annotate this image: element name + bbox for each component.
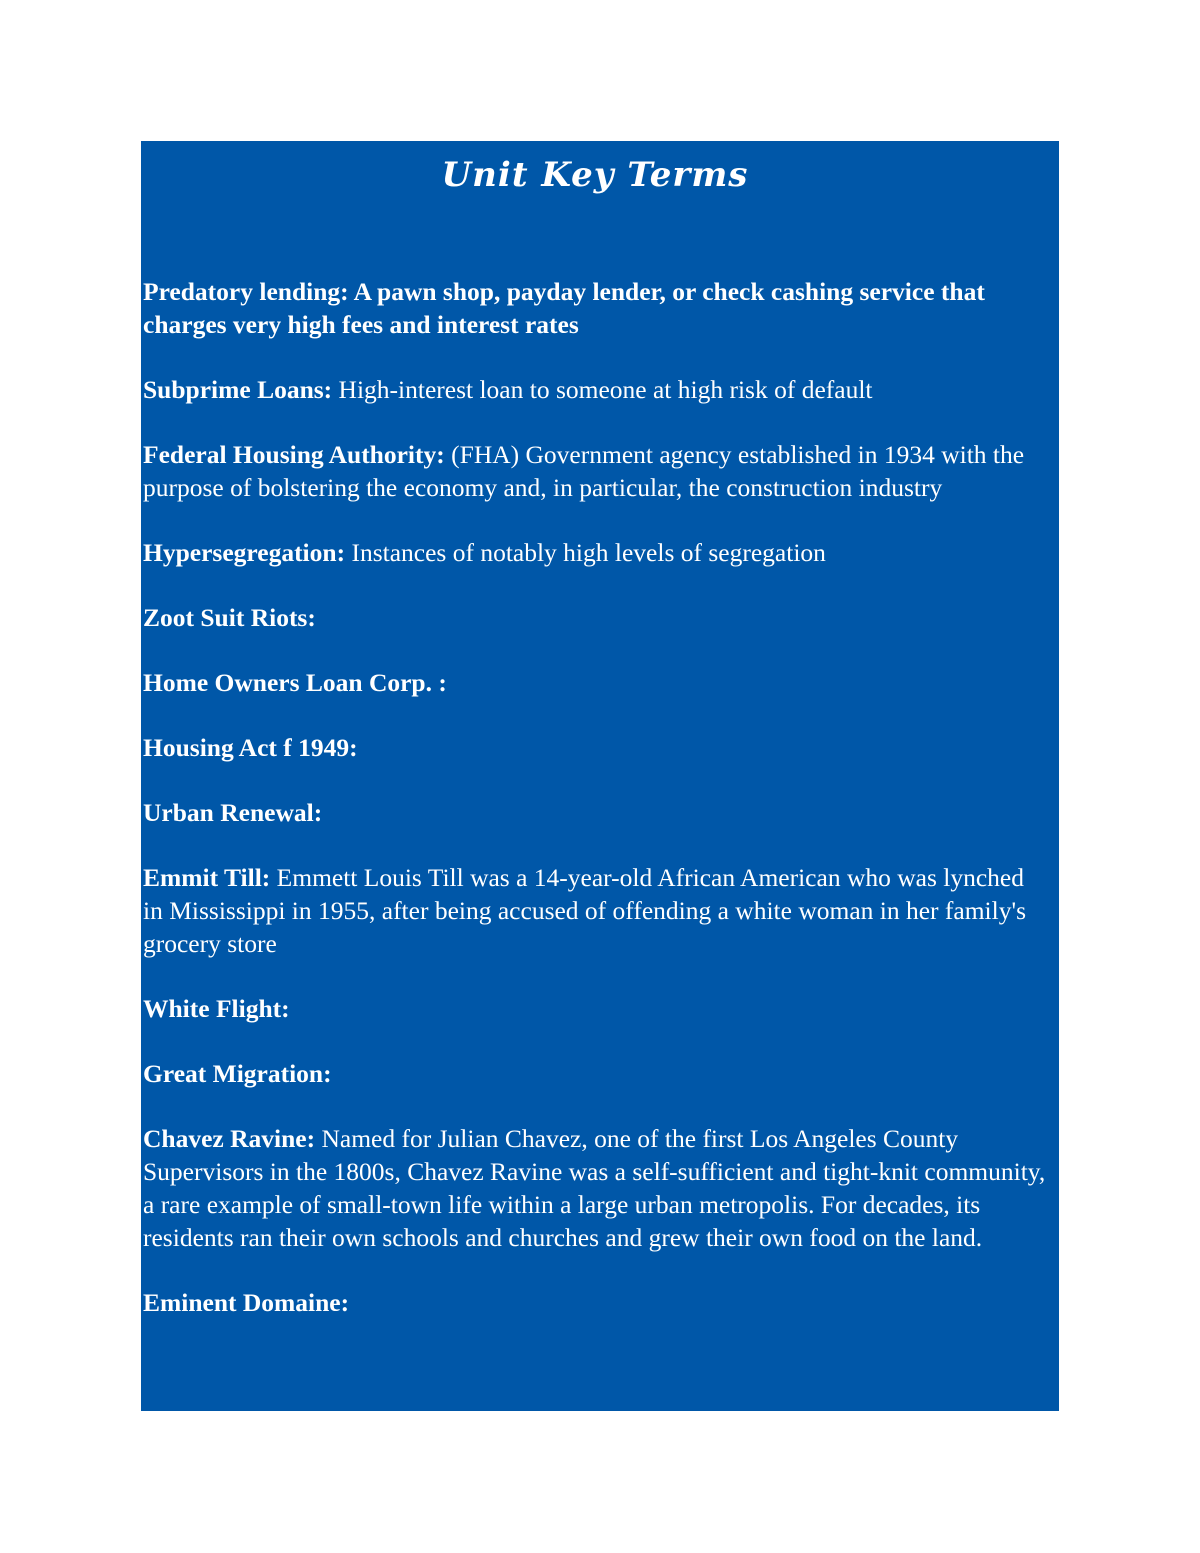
page-title: Unit Key Terms <box>441 155 749 195</box>
term-definition: A pawn shop, payday lender, or check cashing service that charges very high fees and interest rates <box>143 277 985 339</box>
term-name: Emmit Till: <box>143 863 271 892</box>
term-name: Eminent Domaine: <box>143 1288 350 1317</box>
term-entry <box>143 1286 1047 1319</box>
term-name: Home Owners Loan Corp. : <box>143 668 447 697</box>
terms-list <box>143 275 1047 1351</box>
term-name: Chavez Ravine: <box>143 1124 316 1153</box>
term-entry <box>143 536 1047 569</box>
term-definition: (FHA) Government agency established in 1934 with the purpose of bolstering the economy and, in particular, the construction industry <box>143 440 1025 502</box>
term-entry <box>143 992 1047 1025</box>
term-entry <box>143 1057 1047 1090</box>
term-name: Housing Act f 1949: <box>143 733 358 762</box>
term-definition: High-interest loan to someone at high risk of default <box>332 375 873 404</box>
term-entry <box>143 796 1047 829</box>
term-entry <box>143 1122 1047 1254</box>
term-entry <box>143 601 1047 634</box>
term-name: Hypersegregation: <box>143 538 346 567</box>
term-entry <box>143 373 1047 406</box>
term-definition: Named for Julian Chavez, one of the first Los Angeles County Supervisors in the 1800s, Chavez Ravine was a self-sufficient and tight-knit community, a rare example of small-town life within a large urban metropolis. For decades, its residents ran their own schools and churches and grew their own food on the land. <box>143 1124 1046 1252</box>
term-name: Zoot Suit Riots: <box>143 603 316 632</box>
term-name: Subprime Loans: <box>143 375 333 404</box>
term-entry <box>143 666 1047 699</box>
term-entry <box>143 438 1047 504</box>
term-name: Federal Housing Authority: <box>143 440 445 469</box>
term-entry <box>143 731 1047 764</box>
term-entry <box>143 861 1047 960</box>
term-name: Great Migration: <box>143 1059 332 1088</box>
term-definition: Instances of notably high levels of segregation <box>345 538 826 567</box>
term-name: White Flight: <box>143 994 290 1023</box>
term-name: Predatory lending: <box>143 277 349 306</box>
term-name: Urban Renewal: <box>143 798 323 827</box>
term-entry <box>143 275 1047 341</box>
key-terms-panel <box>141 141 1059 1411</box>
term-definition: Emmett Louis Till was a 14-year-old African American who was lynched in Mississippi in 1955, after being accused of offending a white woman in her family's grocery store <box>143 863 1026 958</box>
